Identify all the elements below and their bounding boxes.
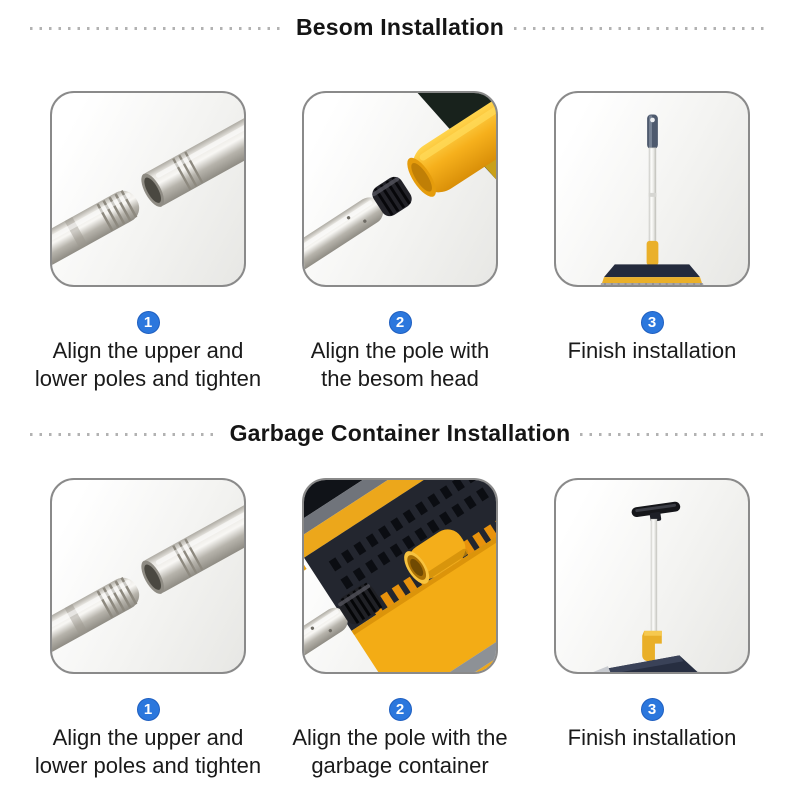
step-number-badge: 2: [389, 311, 412, 334]
garbage-steps-row: [0, 478, 800, 780]
assembled-broom-illustration: [556, 93, 748, 285]
step-number-badge: 2: [389, 698, 412, 721]
pole-garbage-container-illustration: [304, 480, 496, 672]
step-garbage-2: [276, 478, 524, 780]
dustpan-pole: [651, 519, 657, 642]
photo-pole-besom-head: [302, 91, 498, 287]
besom-section-title: Besom Installation: [295, 14, 505, 40]
step-garbage-3: [528, 478, 776, 780]
besom-title-row: [30, 0, 770, 41]
step-caption: Finish installation: [567, 338, 737, 363]
section-besom-installation: [0, 0, 800, 393]
broom-collar: [647, 241, 659, 265]
step-caption: Align the upper and lower poles and tighten: [34, 725, 262, 778]
step-besom-2: [276, 91, 524, 393]
step-caption: Align the pole with the besom head: [310, 338, 490, 391]
photo-pole-garbage-container: [302, 478, 498, 674]
lower-pole: [52, 573, 144, 672]
garbage-section-title: Garbage Container Installation: [229, 420, 571, 446]
step-besom-3: [528, 91, 776, 393]
divider-dots-left: [30, 27, 286, 30]
divider-dots-right: [514, 27, 770, 30]
photo-two-poles: [50, 478, 246, 674]
step-garbage-1: [24, 478, 272, 780]
step-number-badge: 1: [137, 698, 160, 721]
photo-assembled-broom: [554, 91, 750, 287]
step-number-badge: 1: [137, 311, 160, 334]
divider-dots-right: [580, 433, 770, 436]
besom-steps-row: [0, 91, 800, 393]
two-poles-illustration: [52, 480, 244, 672]
section-garbage-container-installation: [0, 393, 800, 780]
two-poles-illustration: [52, 93, 244, 285]
assembled-garbage-container-illustration: [556, 480, 748, 672]
divider-dots-left: [30, 433, 220, 436]
garbage-title-row: [30, 393, 770, 447]
step-besom-1: [24, 91, 272, 393]
step-number-badge: 3: [641, 311, 664, 334]
lower-pole: [52, 186, 144, 285]
step-caption: Align the pole with the garbage container: [292, 725, 508, 778]
pole-besom-head-illustration: [304, 93, 496, 285]
photo-assembled-garbage-container: [554, 478, 750, 674]
broom-head: [604, 264, 700, 277]
step-number-badge: 3: [641, 698, 664, 721]
step-caption: Finish installation: [567, 725, 737, 750]
photo-two-poles: [50, 91, 246, 287]
step-caption: Align the upper and lower poles and tighten: [34, 338, 262, 391]
